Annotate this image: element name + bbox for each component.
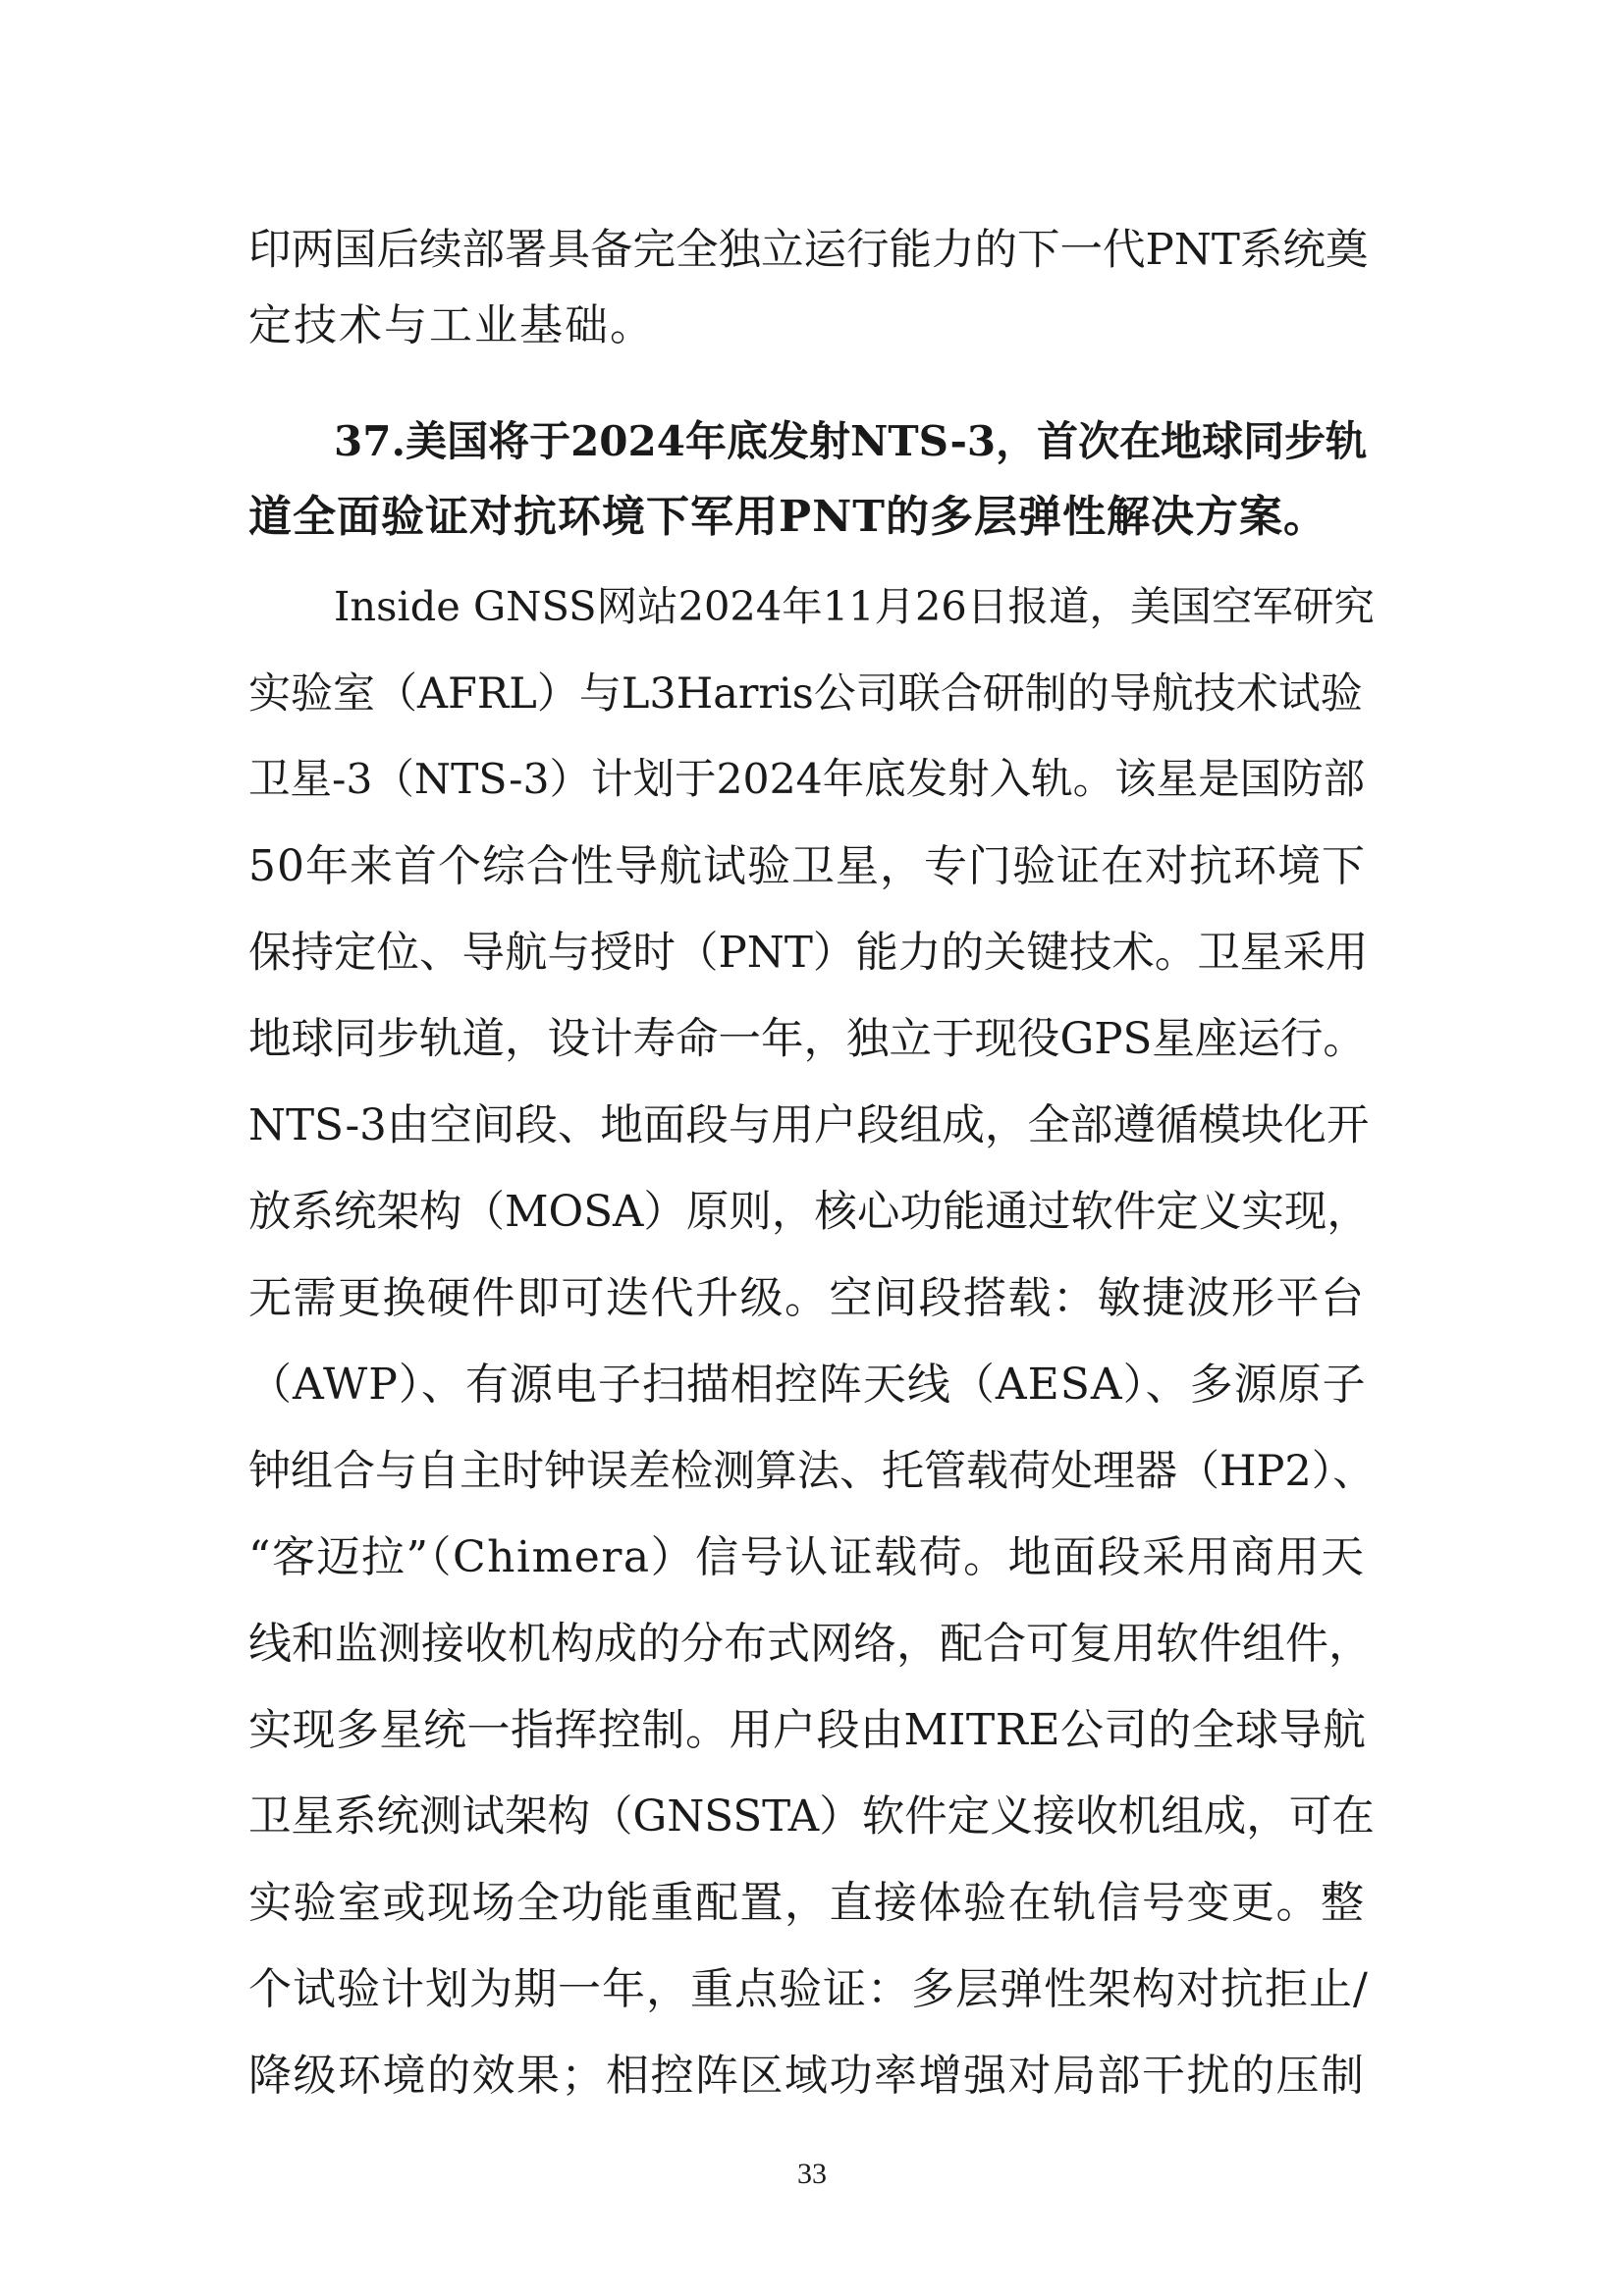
body-paragraph-line: 钟组合与自主时钟误差检测算法、托管载荷处理器（HP2）、: [248, 1447, 1376, 1496]
body-paragraph-line: 卫星-3（NTS-3）计划于2024年底发射入轨。该星是国防部: [248, 756, 1366, 804]
body-paragraph-line: 卫星系统测试架构（GNSSTA）软件定义接收机组成，可在: [248, 1792, 1375, 1842]
body-paragraph-line: 实验室（AFRL）与L3Harris公司联合研制的导航技术试验: [248, 669, 1363, 719]
body-paragraph-line: 降级环境的效果；相控阵区域功率增强对局部干扰的压制: [248, 2051, 1366, 2101]
body-paragraph-line: “客迈拉”（Chimera）信号认证载荷。地面段采用商用天: [248, 1532, 1366, 1582]
section-heading-line: 道全面验证对抗环境下军用PNT的多层弹性解决方案。: [248, 492, 1328, 542]
body-paragraph-line: 地球同步轨道，设计寿命一年，独立于现役GPS星座运行。: [248, 1015, 1366, 1064]
continuation-line: 印两国后续部署具备完全独立运行能力的下一代PNT系统奠: [248, 226, 1369, 275]
body-paragraph-line: （AWP）、有源电子扫描相控阵天线（AESA）、多源原子: [248, 1360, 1367, 1410]
page-number: 33: [797, 2158, 827, 2190]
section-heading-line: 37.美国将于2024年底发射NTS-3，首次在地球同步轨: [334, 417, 1368, 465]
body-paragraph-line: NTS-3由空间段、地面段与用户段组成，全部遵循模块化开: [248, 1101, 1370, 1150]
body-paragraph-line: 放系统架构（MOSA）原则，核心功能通过软件定义实现，: [248, 1188, 1370, 1237]
body-paragraph-line: 实现多星统一指挥控制。用户段由MITRE公司的全球导航: [248, 1705, 1367, 1755]
body-paragraph-line: 保持定位、导航与授时（PNT）能力的关键技术。卫星采用: [248, 929, 1369, 978]
continuation-line: 定技术与工业基础。: [248, 300, 655, 350]
body-paragraph-line: 无需更换硬件即可迭代升级。空间段搭载：敏捷波形平台: [248, 1273, 1366, 1323]
body-paragraph-line: 线和监测接收机构成的分布式网络，配合可复用软件组件，: [248, 1619, 1372, 1669]
body-paragraph-line: Inside GNSS网站2024年11月26日报道，美国空军研究: [334, 582, 1375, 630]
body-paragraph-line: 个试验计划为期一年，重点验证：多层弹性架构对抗拒止/: [248, 1964, 1369, 2014]
body-paragraph-line: 实验室或现场全功能重配置，直接体验在轨信号变更。整: [248, 1878, 1366, 1928]
body-paragraph-line: 50年来首个综合性导航试验卫星，专门验证在对抗环境下: [248, 841, 1366, 891]
